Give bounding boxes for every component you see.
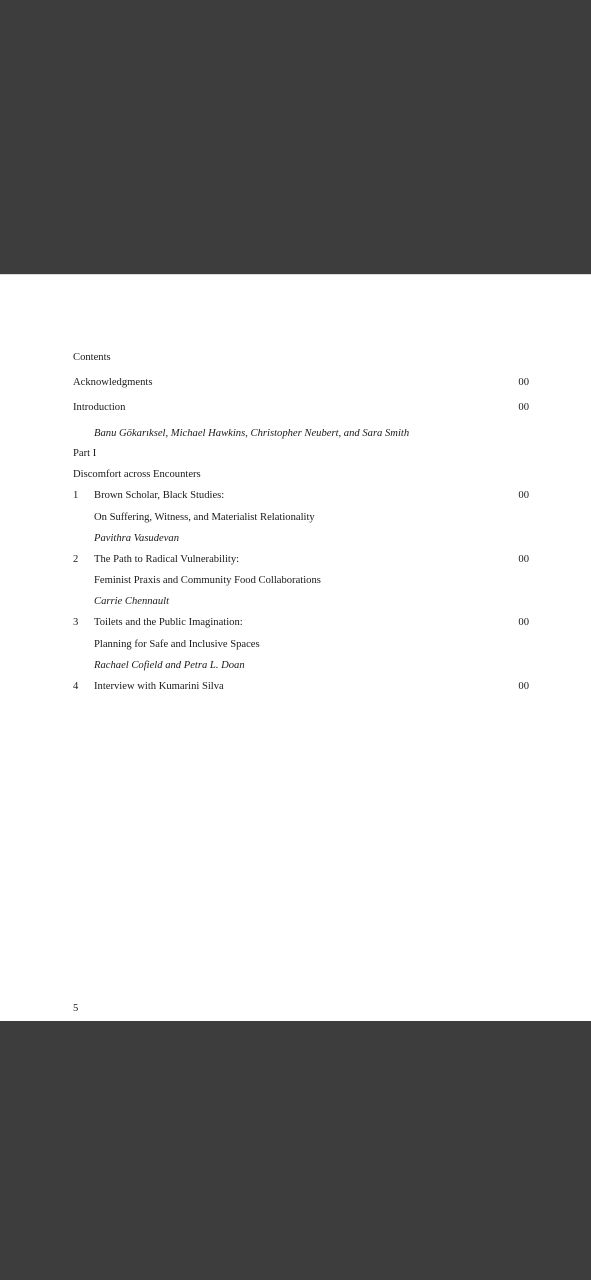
chapter-author: Pavithra Vasudevan <box>94 533 180 544</box>
chapter-page: 00 <box>518 617 529 628</box>
chapter-page: 00 <box>518 554 529 565</box>
document-page <box>0 274 591 1021</box>
chapter-author: Carrie Chennault <box>94 596 170 607</box>
toc-entry-acknowledgments: Acknowledgments <box>73 377 153 388</box>
toc-entry-introduction: Introduction <box>73 402 126 413</box>
chapter-author: Rachael Cofield and Petra L. Doan <box>94 660 245 671</box>
page-number: 5 <box>73 1003 79 1014</box>
part-title: Discomfort across Encounters <box>73 469 201 480</box>
chapter-number: 1 <box>73 490 79 501</box>
chapter-page: 00 <box>518 681 529 692</box>
chapter-title: The Path to Radical Vulnerability: <box>94 554 240 565</box>
chapter-subtitle: Planning for Safe and Inclusive Spaces <box>94 639 260 650</box>
chapter-title: Interview with Kumarini Silva <box>94 681 224 692</box>
introduction-authors: Banu Gökarıksel, Michael Hawkins, Christopher Neubert, and Sara Smith <box>94 428 410 439</box>
chapter-number: 4 <box>73 681 79 692</box>
part-label: Part I <box>73 448 97 459</box>
toc-page-introduction: 00 <box>518 402 529 413</box>
chapter-subtitle: On Suffering, Witness, and Materialist Relationality <box>94 512 315 523</box>
chapter-page: 00 <box>518 490 529 501</box>
contents-heading: Contents <box>73 352 111 363</box>
chapter-title: Brown Scholar, Black Studies: <box>94 490 225 501</box>
chapter-number: 3 <box>73 617 79 628</box>
chapter-number: 2 <box>73 554 79 565</box>
toc-page-acknowledgments: 00 <box>518 377 529 388</box>
chapter-title: Toilets and the Public Imagination: <box>94 617 243 628</box>
chapter-subtitle: Feminist Praxis and Community Food Collaborations <box>94 575 321 586</box>
